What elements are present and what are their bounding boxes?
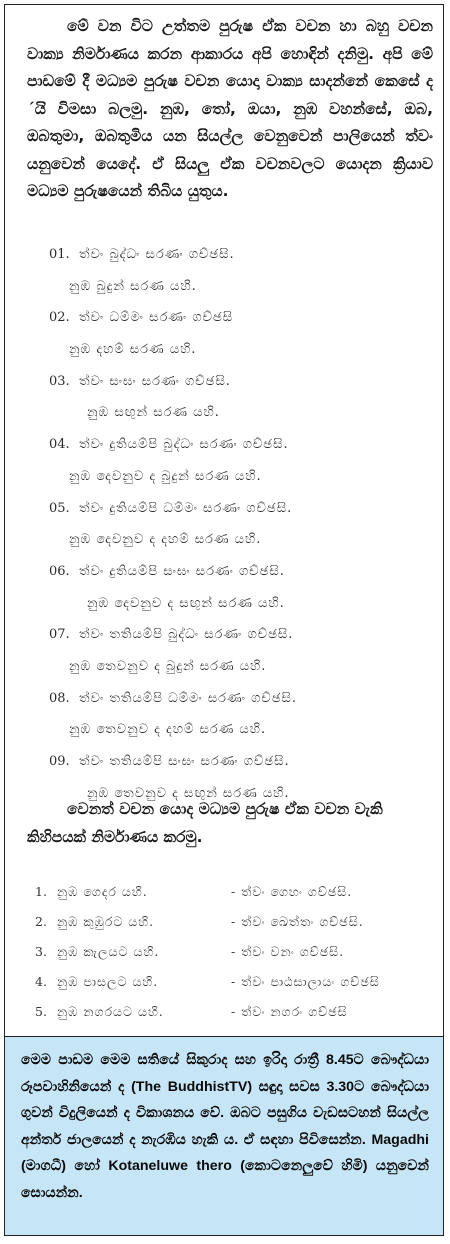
pair-sinhala-text: නුඹ නගරයට යහි.	[57, 1004, 164, 1019]
example-translation-row	[5, 273, 445, 305]
vocab-pair-row	[5, 997, 445, 1027]
example-translation-text: නුඹ දෙවනුව ද සඟුන් සරණ යහි.	[87, 595, 285, 611]
example-pali-text: ත්වං දුතියම්පි ධම්මං සරණං ගච්ඡසි.	[79, 500, 293, 516]
pair-number: 1.	[35, 884, 47, 899]
vocab-pair-row	[5, 877, 445, 907]
pair-pali-text: - ත්වං ගෙහං ගච්ඡසි.	[231, 884, 353, 899]
example-translation-text: නුඹ දෙවනුව ද බුදුන් සරණ යහි.	[69, 468, 262, 484]
example-translation-row	[5, 653, 445, 685]
pair-pali-text: - ත්වං ඛෙත්තං ගච්ඡසි.	[231, 914, 364, 929]
example-translation-text: නුඹ බුදුන් සරණ යහි.	[69, 278, 197, 294]
example-pali-text: ත්වං දුතියම්පි බුද්ධං සරණං ගච්ඡසි.	[79, 437, 289, 453]
pair-number: 5.	[35, 1004, 47, 1019]
example-number: 02.	[49, 310, 70, 326]
outro-paragraph: වෙනත් වචන යොද මධ්‍යම පුරුෂ ඒක වචන වැකි කිහිපයක් නිර්මාණය කරමු.	[27, 800, 383, 846]
example-number: 08.	[49, 690, 70, 706]
example-translation-text: නුඹ තෙවනුව ද සඟුන් සරණ යහි.	[87, 785, 290, 801]
example-number: 03.	[49, 373, 70, 389]
example-pali-text: ත්වං බුද්ධං සරණං ගච්ඡසි.	[79, 247, 235, 262]
broadcast-notice: මෙම පාඩම මෙම සතියේ සිකුරාද සහ ඉරිදා රාත්‍රී 8.45ට බෞද්ධයා රූපවාහිනියෙන් ද (The BuddhistTV) සඳුදා සවස 3.30ට බෞද්ධයා ගුවන් විදුලියෙන් ද විකාශනය වේ. ඔබට පසුගිය වැඩසටහන් සියල්ල අන්තර් ජාලයෙන් ද නැරඹිය හැකි ය. ඒ සඳහා පිවිසෙන්න. Magadhi (මාගධී) හෝ Kotaneluwe thero (කොටනෙලුවේ හිමි) යනුවෙන් සොයන්න.	[4, 1036, 444, 1236]
example-translation-row	[5, 336, 445, 368]
example-pali-text: ත්වං තතියම්පි සංඝං සරණං ගච්ඡසි.	[79, 754, 290, 769]
pair-sinhala-text: නුඹ පාසලට යහි.	[57, 974, 159, 989]
example-translation-row	[5, 399, 445, 431]
example-translation-row	[5, 463, 445, 495]
example-number: 04.	[49, 437, 70, 453]
vocab-pair-row	[5, 907, 445, 937]
example-pali-row	[5, 748, 445, 780]
pair-pali-text: - ත්වං පාඨසාලායං ගච්ඡසි	[231, 974, 380, 989]
example-translation-row	[5, 590, 445, 622]
example-translation-text: නුඹ දහම් සරණ යහි.	[69, 342, 197, 358]
example-pali-row	[5, 304, 445, 336]
example-translation-text: නුඹ තෙවනුව ද බුදුන් සරණ යහි.	[69, 658, 267, 674]
pair-sinhala-text: නුඹ ගෙදර යහි.	[57, 884, 148, 899]
example-pali-row	[5, 685, 445, 717]
pair-sinhala-text: නුඹ කුඹුරට යහි.	[57, 914, 155, 929]
example-pali-row	[5, 368, 445, 400]
example-translation-text: නුඹ දෙවනුව ද දහම් සරණ යහි.	[69, 532, 262, 548]
pair-number: 4.	[35, 974, 47, 989]
pair-number: 3.	[35, 944, 47, 959]
example-pali-row	[5, 241, 445, 273]
example-list	[5, 241, 445, 811]
example-number: 09.	[49, 754, 70, 769]
example-pali-text: ත්වං තතියම්පි ධම්මං සරණං ගච්ඡසි.	[79, 690, 297, 706]
pair-sinhala-text: නුඹ කැලයට යහි.	[57, 944, 160, 959]
example-pali-text: ත්වං සංඝං සරණං ගච්ඡසි.	[79, 373, 231, 389]
vocab-pair-row	[5, 937, 445, 967]
example-pali-row	[5, 621, 445, 653]
example-pali-text: ත්වං ධම්මං සරණං ගච්ඡසි	[79, 310, 234, 326]
example-pali-text: ත්වං තතියම්පි බුද්ධං සරණං ගච්ඡසි.	[79, 627, 294, 643]
example-translation-row	[5, 526, 445, 558]
example-translation-row	[5, 716, 445, 748]
pair-list	[5, 877, 445, 1027]
example-number: 06.	[49, 563, 70, 579]
example-pali-text: ත්වං දුතියම්පි සංඝං සරණං ගච්ඡසි.	[79, 563, 285, 579]
example-translation-text: නුඹ සඟුන් සරණ යහි.	[87, 405, 220, 421]
intro-paragraph: මේ වන විට උත්තම පුරුෂ ඒක වචන හා බහු වචන වාක්‍ය නිර්මාණය කරන ආකාරය අපි හොඳින් දනිමු. අපි මේ පාඩමේ දී මධ්‍යම පුරුෂ වචන යොදා වාක්‍ය සාදන්නේ කෙසේ ද´යි විමසා බලමු. නුඹ, තෝ, ඔයා, නුඹ වහන්සේ, ඔබ, ඔබතුමා, ඔබතුමිය යන සියල්ල වෙනුවෙන් පාලියෙන් ත්වං යනුවෙන් යෙදේ. ඒ සියලු ඒක වචනවලට යොදන ක්‍රියාව මධ්‍යම පුරුෂයෙන් තිබිය යුතුය.	[27, 17, 433, 200]
example-number: 05.	[49, 500, 70, 516]
pair-pali-text: - ත්වං වනං ගච්ඡසි.	[231, 944, 345, 959]
example-number: 01.	[49, 247, 70, 262]
pair-pali-text: - ත්වං නගරං ගච්ඡසි	[231, 1004, 348, 1019]
example-translation-text: නුඹ තෙවනුව ද දහම් සරණ යහි.	[69, 722, 267, 738]
vocab-pair-row	[5, 967, 445, 997]
example-pali-row	[5, 558, 445, 590]
example-number: 07.	[49, 627, 70, 643]
pair-number: 2.	[35, 914, 47, 929]
example-pali-row	[5, 495, 445, 527]
example-pali-row	[5, 431, 445, 463]
